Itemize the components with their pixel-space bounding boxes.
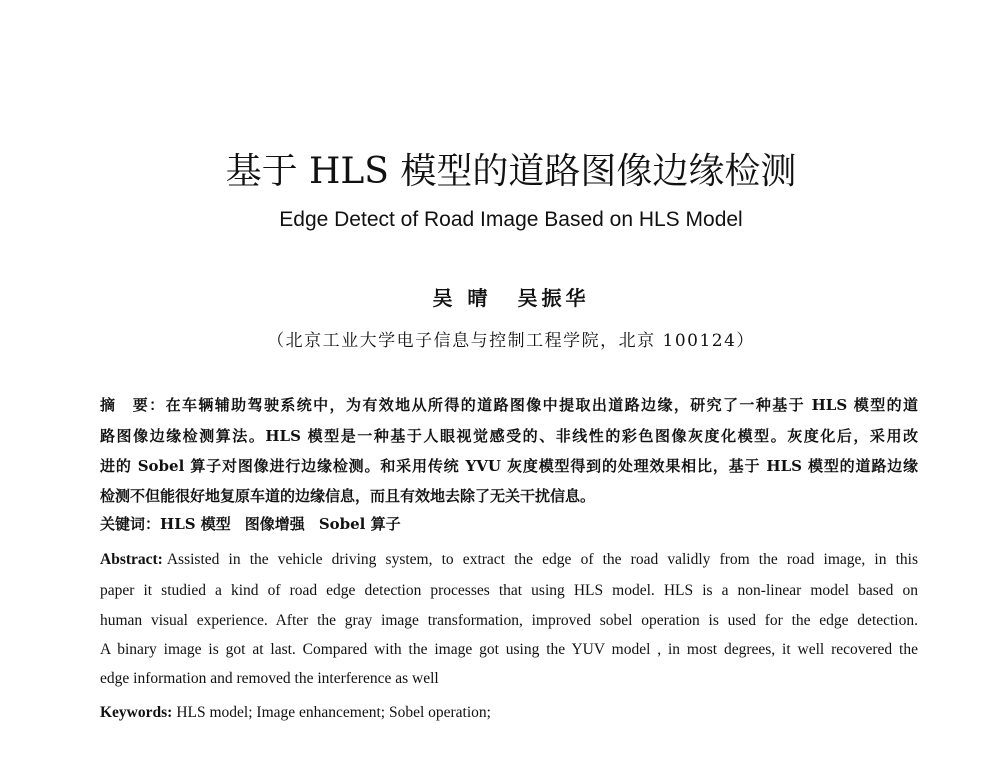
abstract-en-line <box>100 550 918 570</box>
author-name: 吴 晴 <box>432 286 492 310</box>
paper-title-chinese: 基于 HLS 模型的道路图像边缘检测 <box>225 151 797 192</box>
abstract-en-text: Assisted in the vehicle driving system, to extract the edge of the road validly from the road image, in this <box>166 551 918 568</box>
keywords-en <box>100 703 918 723</box>
keywords-zh-label: 关键词： <box>100 515 161 533</box>
author-name: 吴振华 <box>517 286 590 310</box>
abstract-zh-line: 检测不但能很好地复原车道的边缘信息，而且有效地去除了无关干扰信息。 <box>100 487 596 505</box>
keyword-item: HLS 模型 <box>160 515 231 533</box>
keyword-item: Sobel 算子 <box>318 515 401 533</box>
abstract-en-line: human visual experience. After the gray image transformation, improved sobel operation is used for the edge detection. <box>100 612 918 629</box>
abstract-en-line: edge information and removed the interference as well <box>100 670 439 687</box>
author-affiliation: （北京工业大学电子信息与控制工程学院，北京 100124） <box>267 331 755 351</box>
abstract-en-label: Abstract: <box>100 551 163 568</box>
keywords-zh <box>100 514 918 534</box>
abstract-zh-line: 路图像边缘检测算法。HLS 模型是一种基于人眼视觉感受的、非线性的彩色图像灰度化模型。灰度化后，采用改 <box>100 427 918 445</box>
keyword-item: 图像增强 <box>244 515 305 533</box>
abstract-zh-text: 在车辆辅助驾驶系统中，为有效地从所得的道路图像中提取出道路边缘，研究了一种基于 HLS 模型的道 <box>165 396 918 414</box>
abstract-en-line: paper it studied a kind of road edge detection processes that using HLS model. HLS is a non-linear model based on <box>100 582 918 599</box>
keywords-en-text: HLS model; Image enhancement; Sobel operation; <box>176 704 491 721</box>
keywords-en-label: Keywords: <box>100 704 173 721</box>
abstract-zh-line: 进的 Sobel 算子对图像进行边缘检测。和采用传统 YVU 灰度模型得到的处理效果相比，基于 HLS 模型的道路边缘 <box>100 457 918 475</box>
abstract-zh-line <box>100 395 918 415</box>
author-list <box>0 286 1000 310</box>
abstract-zh-label: 摘 要： <box>100 396 166 414</box>
paper-title-english: Edge Detect of Road Image Based on HLS Model <box>279 208 743 231</box>
abstract-en-line: A binary image is got at last. Compared with the image got using the YUV model , in most degrees, it well recovered the <box>100 641 918 658</box>
